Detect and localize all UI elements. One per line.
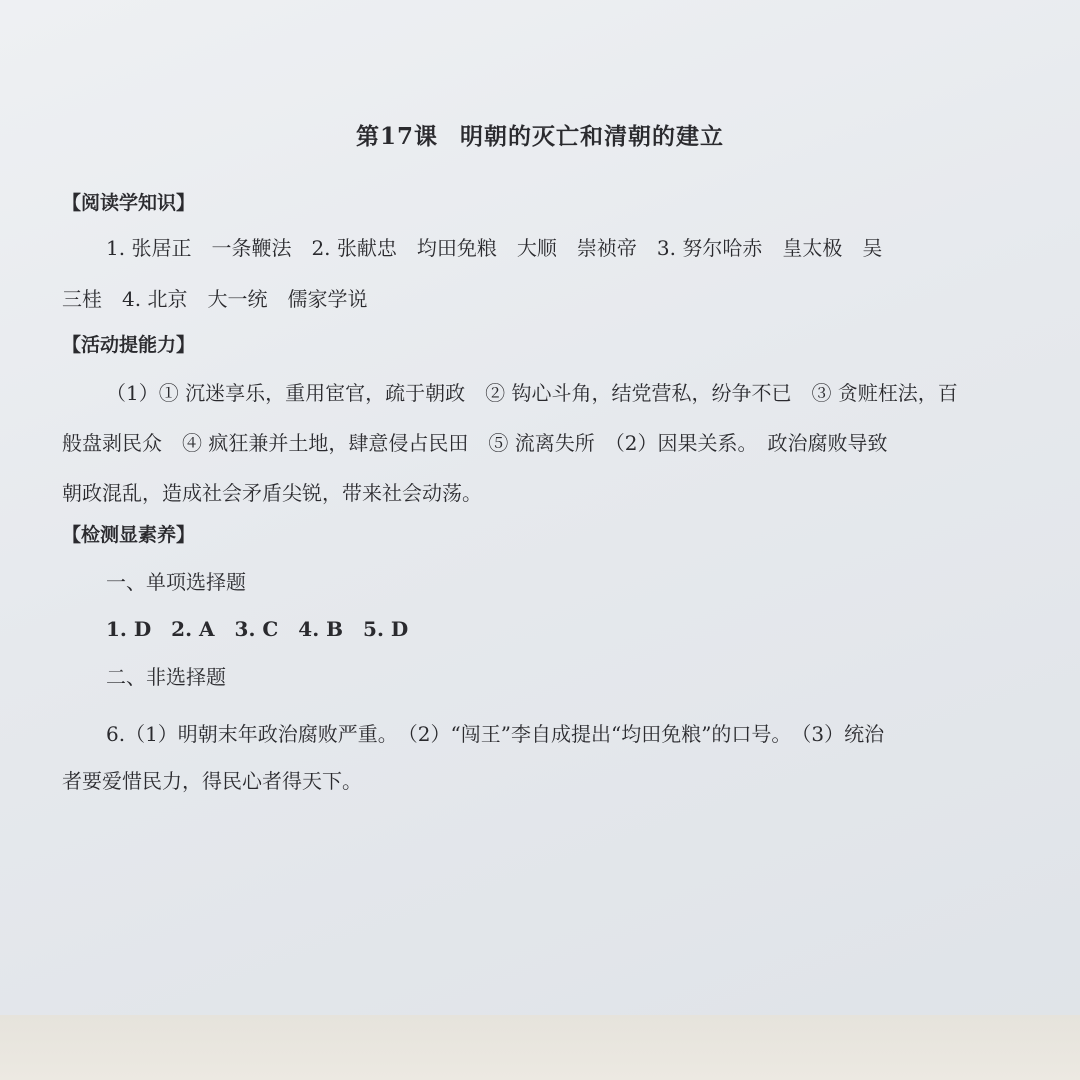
activity-section-heading: 【活动提能力】 (62, 334, 196, 356)
question-6-line-2: 者要爱惜民力，得民心者得天下。 (62, 769, 362, 793)
test-section-heading: 【检测显素养】 (62, 524, 196, 546)
non-choice-heading: 二、非选择题 (106, 665, 226, 689)
lesson-name: 明朝的灭亡和清朝的建立 (460, 123, 724, 150)
reading-section-heading: 【阅读学知识】 (62, 192, 196, 214)
single-choice-heading: 一、单项选择题 (106, 570, 246, 594)
page-bottom-edge (0, 1015, 1080, 1080)
reading-answers-line-1: 1. 张居正 一条鞭法 2. 张献忠 均田免粮 大顺 崇祯帝 3. 努尔哈赤 皇太极 吴 (106, 236, 883, 260)
activity-answers-line-3: 朝政混乱，造成社会矛盾尖锐，带来社会动荡。 (62, 481, 482, 505)
question-6-line-1: 6.（1）明朝末年政治腐败严重。 （2）“闯王”李自成提出“均田免粮”的口号。 （3）统治 (106, 722, 885, 746)
single-choice-answers: 1. D 2. A 3. C 4. B 5. D (106, 617, 409, 641)
activity-answers-line-2: 般盘剥民众 ④ 疯狂兼并土地，肆意侵占民田 ⑤ 流离失所 （2）因果关系。 政治腐败导致 (62, 431, 888, 455)
page-title (0, 118, 1080, 151)
activity-answers-line-1: （1）① 沉迷享乐，重用宦官，疏于朝政 ② 钩心斗角，结党营私，纷争不已 ③ 贪赃枉法，百 (106, 381, 958, 405)
lesson-number: 第17课 (355, 123, 438, 150)
reading-answers-line-2: 三桂 4. 北京 大一统 儒家学说 (62, 287, 368, 311)
